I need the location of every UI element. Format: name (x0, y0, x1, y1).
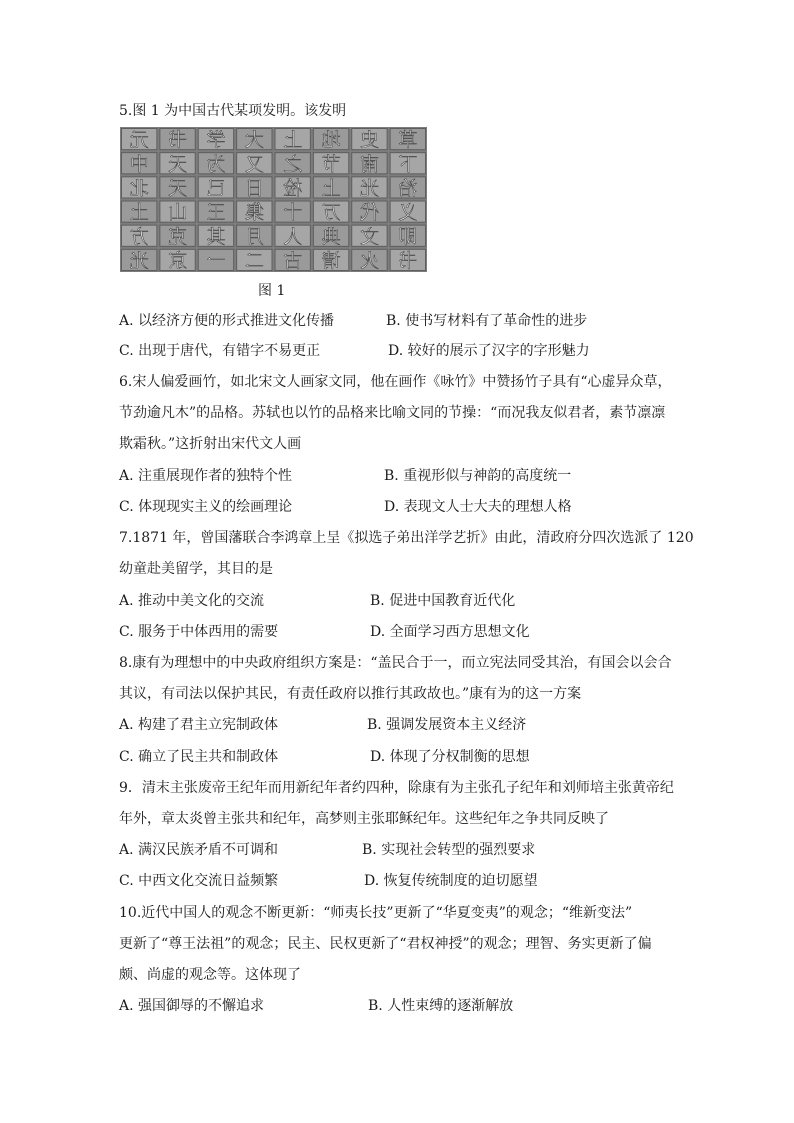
movable-type-image (120, 127, 427, 272)
type-character: 节 (321, 153, 341, 176)
type-character: 地 (321, 129, 341, 152)
type-character: 又 (244, 153, 264, 176)
q8-option-a[interactable]: A. 构建了君主立宪制政体 (119, 717, 279, 733)
type-character: 大 (244, 129, 264, 152)
type-character: 人 (283, 225, 303, 248)
q6-option-b[interactable]: B. 重视形似与神韵的高度统一 (384, 468, 572, 484)
type-character: 已 (206, 177, 226, 200)
type-character: 南 (359, 153, 379, 176)
q10-line-1: 10.近代中国人的观念不断更新：“师夷长技”更新了“华夏变夷”的观念；“维新变法” (119, 905, 633, 921)
type-character: 古 (283, 249, 303, 272)
type-character: 检 (283, 177, 303, 200)
type-character: 集 (244, 201, 264, 224)
type-character: 草 (398, 129, 418, 152)
type-character: 书 (168, 129, 188, 152)
q8-option-b[interactable]: B. 强调发展资本主义经济 (367, 717, 527, 733)
q5-stem: 5.图 1 为中国古代某项发明。该发明 (119, 103, 347, 119)
q10-option-a[interactable]: A. 强国御辱的不懈追求 (119, 998, 265, 1014)
q5-option-d[interactable]: D. 较好的展示了汉字的字形魅力 (388, 343, 590, 359)
type-character: 典 (321, 225, 341, 248)
q5-option-b[interactable]: B. 使书写材料有了革命性的进步 (386, 313, 588, 329)
type-character: 万 (321, 201, 341, 224)
type-character: 二 (244, 249, 264, 272)
q6-line-2: 节劲逾凡木”的品格。苏轼也以竹的品格来比喻文同的节操：“而况我友似君者，素节凛凛 (119, 405, 666, 421)
type-character: 下 (398, 153, 418, 176)
type-character: 王 (206, 201, 226, 224)
q7-line-2: 幼童赴美留学，其目的是 (119, 561, 273, 577)
q6-option-d[interactable]: D. 表现文人士大夫的理想人格 (384, 499, 572, 515)
q9-option-b[interactable]: B. 实现社会转型的强烈要求 (362, 842, 536, 858)
q9-option-d[interactable]: D. 恢复传统制度的迫切愿望 (364, 873, 538, 889)
q7-option-b[interactable]: B. 促进中国教育近代化 (370, 593, 516, 609)
movable-type-figure (120, 127, 427, 272)
type-character: 天 (168, 153, 188, 176)
q6-line-1: 6.宋人偏爱画竹，如北宋文人画家文同，他在画作《咏竹》中赞扬竹子具有“心虚异众草， (119, 374, 672, 390)
type-character: 天 (168, 177, 188, 200)
type-character: 史 (359, 129, 379, 152)
q10-line-2: 更新了“尊王法祖”的观念；民主、民权更新了“君权神授”的观念；理智、务实更新了偏 (119, 936, 652, 952)
type-character: 文 (359, 225, 379, 248)
q10-option-b[interactable]: B. 人性束缚的逐渐解放 (368, 998, 514, 1014)
q7-option-a[interactable]: A. 推动中美文化的交流 (119, 593, 265, 609)
type-character: 光 (359, 177, 379, 200)
q8-option-c[interactable]: C. 确立了民主共和制政体 (119, 749, 279, 765)
q7-option-c[interactable]: C. 服务于中体西用的需要 (119, 624, 279, 640)
q6-option-c[interactable]: C. 体现现实主义的绘画理论 (119, 499, 293, 515)
type-character: 北 (129, 177, 149, 200)
type-character: 中 (129, 153, 149, 176)
q9-line-2: 年外，章太炎曾主张共和纪年，高梦则主张耶稣纪年。这些纪年之争共同反映了 (119, 811, 609, 827)
type-character: 请 (321, 249, 341, 272)
q9-option-a[interactable]: A. 满汉民族矛盾不可调和 (119, 842, 279, 858)
type-character: 光 (129, 249, 149, 272)
type-character: 方 (129, 225, 149, 248)
type-character: 学 (206, 129, 226, 152)
q7-option-d[interactable]: D. 全面学习西方思想文化 (370, 624, 530, 640)
q5-option-c[interactable]: C. 出现于唐代，有错字不易更正 (119, 343, 321, 359)
type-character: 十 (283, 201, 303, 224)
q8-option-d[interactable]: D. 体现了分权制衡的思想 (370, 749, 530, 765)
q5-option-a[interactable]: A. 以经济方便的形式推进文化传播 (119, 313, 335, 329)
type-character: 书 (398, 249, 418, 272)
type-character: 元 (129, 129, 149, 152)
type-character: 上 (321, 177, 341, 200)
type-character: 一 (206, 249, 226, 272)
type-character: 山 (168, 201, 188, 224)
type-character: 日 (244, 177, 264, 200)
type-character: 其 (206, 225, 226, 248)
type-character: 京 (168, 249, 188, 272)
q6-line-3: 欺霜秋。”这折射出宋代文人画 (119, 436, 302, 452)
type-character: 代 (359, 201, 379, 224)
figure-caption: 图 1 (258, 283, 286, 299)
q10-line-3: 颇、尚虚的观念等。这体现了 (119, 967, 301, 983)
q8-line-2: 其议，有司法以保护其民，有责任政府以推行其政故也。”康有为的这一方案 (119, 686, 582, 702)
type-character: 之 (283, 153, 303, 176)
type-character: 土 (129, 201, 149, 224)
type-character: 义 (398, 201, 418, 224)
type-character: 治 (398, 177, 418, 200)
q8-line-1: 8.康有为理想中的中央政府组织方案是：“盖民合于一，而立宪法同受其治，有国会以会合 (119, 655, 672, 671)
q6-option-a[interactable]: A. 注重展现作者的独特个性 (119, 468, 293, 484)
q7-line-1: 7.1871 年，曾国藩联合李鸿章上呈《拟选子弟出洋学艺折》由此，清政府分四次选派了 120 (119, 530, 694, 546)
type-character: 火 (359, 249, 379, 272)
type-character: 即 (398, 225, 418, 248)
q9-option-c[interactable]: C. 中西文化交流日益频繁 (119, 873, 279, 889)
type-character: 为 (206, 153, 226, 176)
type-character: 月 (244, 225, 264, 248)
q9-line-1: 9．清末主张废帝王纪年而用新纪年者约四种，除康有为主张孔子纪年和刘师培主张黄帝纪 (119, 780, 674, 796)
type-character: 克 (168, 225, 188, 248)
type-character: 上 (283, 129, 303, 152)
